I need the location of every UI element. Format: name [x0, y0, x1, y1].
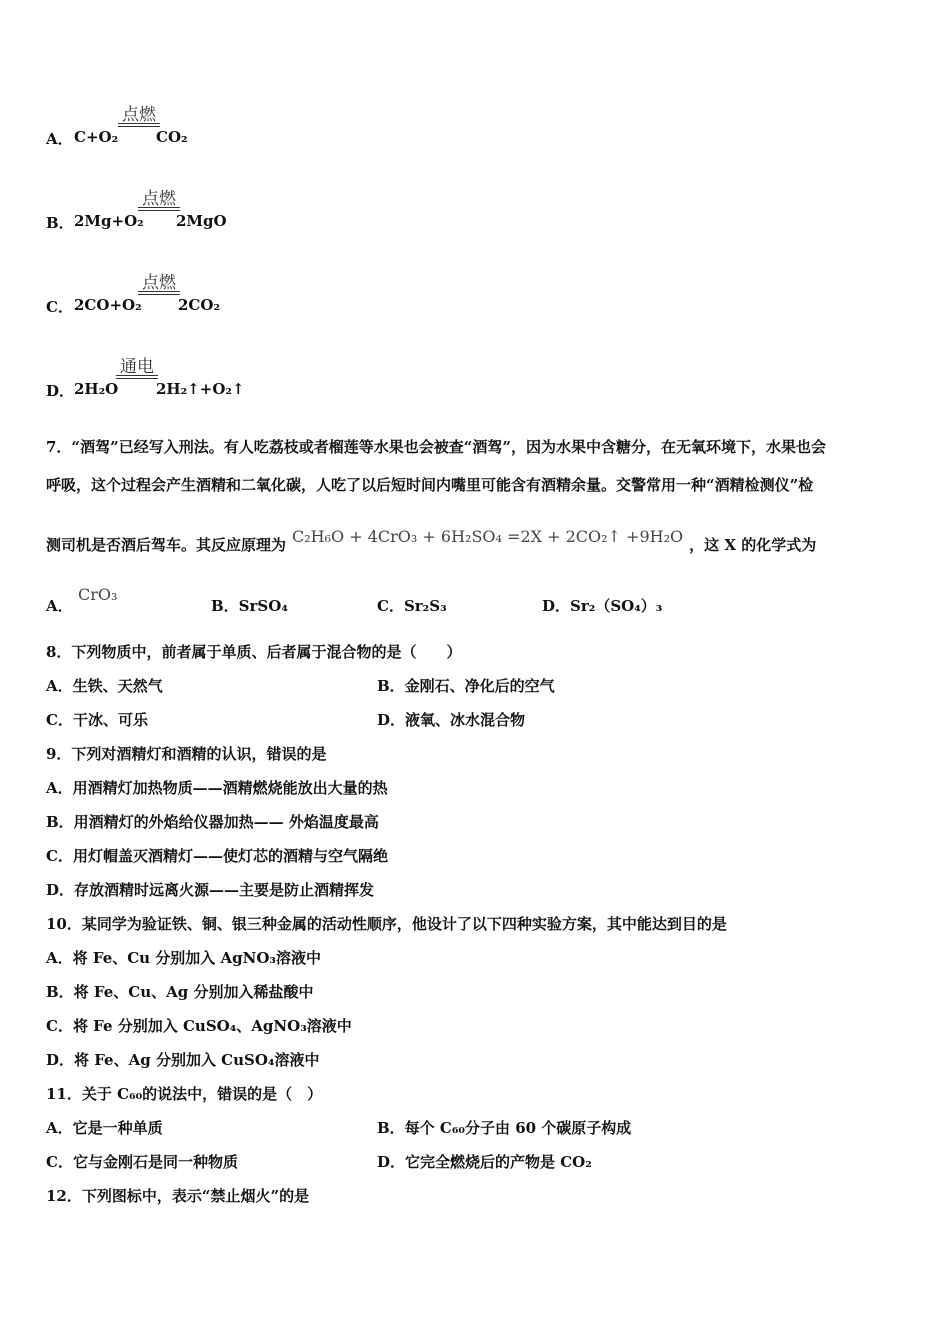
products: 2H₂↑+O₂↑: [156, 380, 245, 398]
equals-bar: [138, 291, 180, 295]
reactants: 2CO+O₂: [74, 296, 142, 314]
option-letter: D．: [46, 382, 75, 400]
products: CO₂: [156, 128, 188, 146]
reaction-condition: 通电: [120, 357, 154, 377]
q6-option-b: [46, 184, 446, 244]
products: 2CO₂: [178, 296, 221, 314]
option-letter: A．: [46, 597, 73, 615]
q7-option-d: D．Sr₂（SO₄）₃: [542, 597, 663, 615]
q10-stem: 10．某同学为验证铁、铜、银三种金属的活动性顺序，他设计了以下四种实验方案，其中能达到目的是: [46, 915, 727, 933]
equals-bar: [118, 123, 160, 127]
q6-option-d: [46, 352, 446, 412]
q10-option-b: B．将 Fe、Cu、Ag 分别加入稀盐酸中: [46, 983, 314, 1001]
q9-option-c: C．用灯帽盖灭酒精灯——使灯芯的酒精与空气隔绝: [46, 847, 388, 865]
option-letter: B．: [46, 214, 74, 232]
option-letter: A．: [46, 130, 73, 148]
q12-stem: 12．下列图标中，表示“禁止烟火”的是: [46, 1187, 310, 1205]
reaction-condition: 点燃: [122, 105, 156, 125]
reaction-condition: 点燃: [142, 273, 176, 293]
q7-option-b: B．SrSO₄: [211, 597, 288, 615]
q9-option-d: D．存放酒精时远离火源——主要是防止酒精挥发: [46, 881, 375, 899]
q10-option-c: C．将 Fe 分别加入 CuSO₄、AgNO₃溶液中: [46, 1017, 352, 1035]
equals-bar: [116, 375, 158, 379]
equals-bar: [138, 207, 180, 211]
q11-option-b: B．每个 C₆₀分子由 60 个碳原子构成: [377, 1119, 632, 1137]
q11-option-c: C．它与金刚石是同一种物质: [46, 1153, 238, 1171]
q11-option-a: A．它是一种单质: [46, 1119, 163, 1137]
reactants: 2H₂O: [74, 380, 119, 398]
q7-equation: C₂H₆O + 4CrO₃ + 6H₂SO₄ =2X + 2CO₂↑ +9H₂O: [292, 527, 684, 546]
q7-stem-line-1: 7．“酒驾”已经写入刑法。有人吃荔枝或者榴莲等水果也会被查“酒驾”，因为水果中含糖分，在无氧环境下，水果也会: [46, 438, 826, 456]
reactants: 2Mg+O₂: [74, 212, 144, 230]
q7-option-a: [46, 596, 73, 616]
q11-stem: 11．关于 C₆₀的说法中，错误的是（ ）: [46, 1085, 323, 1103]
q9-option-b: B．用酒精灯的外焰给仪器加热—— 外焰温度最高: [46, 813, 379, 831]
q6-option-a: [46, 100, 446, 160]
q7-option-c: C．Sr₂S₃: [377, 597, 447, 615]
q7-text-before: 测司机是否酒后驾车。其反应原理为: [46, 536, 287, 554]
q6-option-c: [46, 268, 446, 328]
q7-stem-line-3: [46, 527, 817, 555]
q8-option-a: A．生铁、天然气: [46, 677, 163, 695]
q8-option-c: C．干冰、可乐: [46, 711, 148, 729]
q7-text-after: ，这 X 的化学式为: [689, 536, 817, 554]
option-letter: C．: [46, 298, 73, 316]
reactants: C+O₂: [74, 128, 119, 146]
q8-stem: 8．下列物质中，前者属于单质、后者属于混合物的是（ ）: [46, 643, 462, 661]
q11-option-d: D．它完全燃烧后的产物是 CO₂: [377, 1153, 592, 1171]
q7-stem-line-2: 呼吸，这个过程会产生酒精和二氧化碳，人吃了以后短时间内嘴里可能含有酒精余量。交警常用一种“酒精检测仪”检: [46, 476, 814, 494]
products: 2MgO: [176, 212, 227, 230]
q10-option-d: D．将 Fe、Ag 分别加入 CuSO₄溶液中: [46, 1051, 320, 1069]
q7-option-a-formula: CrO₃: [78, 585, 118, 604]
q9-stem: 9．下列对酒精灯和酒精的认识，错误的是: [46, 745, 327, 763]
q10-option-a: A．将 Fe、Cu 分别加入 AgNO₃溶液中: [46, 949, 321, 967]
q9-option-a: A．用酒精灯加热物质——酒精燃烧能放出大量的热: [46, 779, 388, 797]
q8-option-b: B．金刚石、净化后的空气: [377, 677, 555, 695]
q8-option-d: D．液氧、冰水混合物: [377, 711, 526, 729]
reaction-condition: 点燃: [142, 189, 176, 209]
